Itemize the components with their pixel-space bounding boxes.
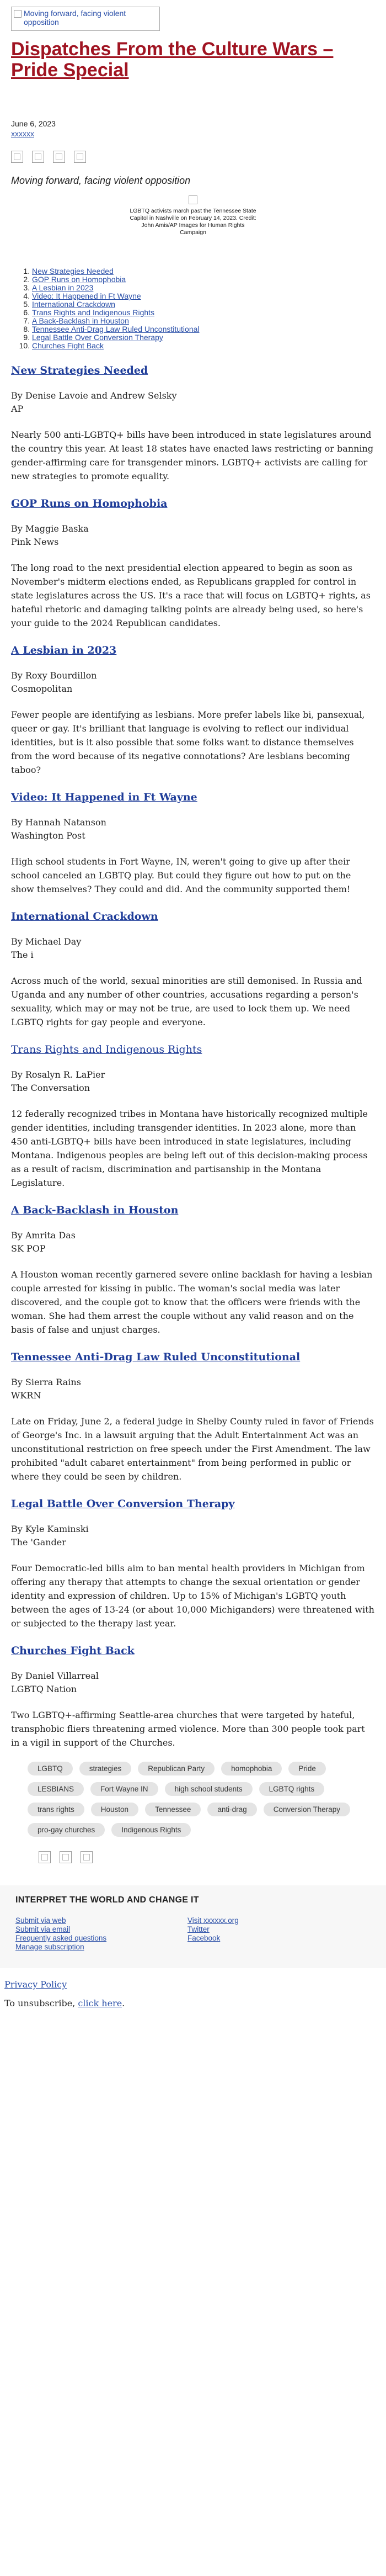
twitter-share-icon[interactable] xyxy=(60,1851,72,1863)
unsubscribe-link[interactable]: click here xyxy=(78,1998,122,2008)
article-section xyxy=(11,1042,375,1190)
article-title-link[interactable]: A Lesbian in 2023 xyxy=(11,644,117,656)
tag-chip[interactable]: Fort Wayne IN xyxy=(90,1782,158,1796)
tag-chip[interactable]: Pride xyxy=(288,1762,326,1775)
tag-chip[interactable]: Tennessee xyxy=(145,1803,201,1816)
logo-alt-text: Moving forward, facing violent opposition xyxy=(24,9,126,26)
unsubscribe-line: To unsubscribe, click here. xyxy=(4,1998,125,2008)
facebook-share-icon[interactable] xyxy=(11,151,23,163)
tag-chip[interactable]: trans rights xyxy=(28,1803,84,1816)
article-title-link[interactable]: Legal Battle Over Conversion Therapy xyxy=(11,1498,235,1510)
toc-link[interactable]: Video: It Happened in Ft Wayne xyxy=(32,291,141,300)
article-author: By Kyle Kaminski xyxy=(11,1524,89,1534)
article-section xyxy=(11,790,375,896)
footer xyxy=(0,1885,386,1968)
article-source: The i xyxy=(11,950,34,960)
toc-item xyxy=(32,292,375,300)
toc-item xyxy=(32,342,375,350)
footer-tagline: INTERPRET THE WORLD AND CHANGE IT xyxy=(15,1895,199,1905)
author-link[interactable]: xxxxxx xyxy=(11,129,34,138)
footer-link[interactable]: Frequently asked questions xyxy=(15,1934,107,1942)
article-body: 12 federally recognized tribes in Montana have historically recognized multiple gender identities, including transgender identities. In 2023 alone, more than 450 anti-LGBTQ+ bills have been introduced in state legislatures, including Montana. Indigenous peoples are being left out of this decision-making process as a result of racism, discrimination and partisanship in the Montana Legislature. xyxy=(11,1109,368,1188)
tag-chip[interactable]: LGBTQ xyxy=(28,1762,73,1775)
article-title-link[interactable]: International Crackdown xyxy=(11,910,158,923)
article-source: Pink News xyxy=(11,537,59,547)
article-source: Washington Post xyxy=(11,830,85,841)
bottom-social-row xyxy=(39,1851,375,1863)
broken-image-icon xyxy=(14,10,22,18)
tag-chip[interactable]: Houston xyxy=(91,1803,138,1816)
article-author: By Michael Day xyxy=(11,936,82,947)
toc-link[interactable]: International Crackdown xyxy=(32,300,115,309)
toc-item xyxy=(32,325,375,333)
hero-figure xyxy=(11,195,375,236)
footer-link[interactable]: Manage subscription xyxy=(15,1943,84,1951)
hero-image-placeholder-icon xyxy=(189,195,197,204)
page-title[interactable]: Dispatches From the Culture Wars – Pride Special xyxy=(11,39,334,81)
article-section xyxy=(11,1350,375,1483)
table-of-contents xyxy=(11,267,375,350)
tag-chip[interactable]: homophobia xyxy=(221,1762,282,1775)
tag-chip[interactable]: LESBIANS xyxy=(28,1782,84,1796)
footer-left-links xyxy=(15,1916,187,1952)
toc-link[interactable]: GOP Runs on Homophobia xyxy=(32,275,126,284)
tag-chip[interactable]: high school students xyxy=(165,1782,253,1796)
linkedin-share-icon[interactable] xyxy=(81,1851,93,1863)
article-author: By Amrita Das xyxy=(11,1230,76,1241)
tag-chip[interactable]: pro-gay churches xyxy=(28,1823,105,1837)
articles-list xyxy=(11,363,375,1750)
unsubscribe-prefix: To unsubscribe, xyxy=(4,1998,76,2008)
article-body: Four Democratic-led bills aim to ban mental health providers in Michigan from offering any therapy that attempts to change the sexual orientation or gender identity and expression of children. Up to 15% of Michigan's LGBTQ youth between the ages of 13-24 (or about 10,000 Michiganders) were threatened with or subjected to the therapy last year. xyxy=(11,1563,374,1629)
toc-item xyxy=(32,267,375,275)
tag-chip[interactable]: Indigenous Rights xyxy=(111,1823,191,1837)
tag-chip[interactable]: anti-drag xyxy=(207,1803,256,1816)
article-body: Fewer people are identifying as lesbians. More prefer labels like bi, pansexual, queer or gay. It's brilliant that language is evolving to reflect our individual identities, but is it also possible that some folks want to distance themselves from the word because of its negative connotations? Are lesbians becoming taboo? xyxy=(11,709,365,775)
article-author: By Daniel Villarreal xyxy=(11,1671,99,1681)
article-title-link[interactable]: GOP Runs on Homophobia xyxy=(11,497,168,510)
article-source: AP xyxy=(11,404,24,414)
article-author: By Maggie Baska xyxy=(11,523,89,534)
article-title-link[interactable]: Trans Rights and Indigenous Rights xyxy=(11,1043,202,1056)
privacy-policy-link[interactable]: Privacy Policy xyxy=(4,1979,67,1990)
toc-link[interactable]: A Back-Backlash in Houston xyxy=(32,316,129,325)
article-source: LGBTQ Nation xyxy=(11,1684,77,1694)
tag-list xyxy=(28,1762,358,1837)
toc-link[interactable]: A Lesbian in 2023 xyxy=(32,283,94,292)
footer-link[interactable]: Facebook xyxy=(187,1934,221,1942)
toc-link[interactable]: New Strategies Needed xyxy=(32,267,114,275)
article-body: A Houston woman recently garnered severe online backlash for having a lesbian couple arrested for kissing in public. The woman's social media was later discovered, and the couple got to know that the officers were friends with the woman. She had them arrest the couple without any valid reason and on the basis of false and unjust charges. xyxy=(11,1269,373,1335)
linkedin-share-icon[interactable] xyxy=(53,151,65,163)
newsletter-logo-image[interactable] xyxy=(11,7,160,31)
footer-link[interactable]: Visit xxxxxx.org xyxy=(187,1916,239,1925)
article-section xyxy=(11,909,375,1029)
article-body: Nearly 500 anti-LGBTQ+ bills have been introduced in state legislatures around the country this year. At least 18 states have enacted laws restricting or banning gender-affirming care for transgender minors. LGBTQ+ activists are calling for new strategies to promote equality. xyxy=(11,430,374,481)
article-title-link[interactable]: Tennessee Anti-Drag Law Ruled Unconstitutional xyxy=(11,1351,301,1363)
toc-item xyxy=(32,275,375,284)
article-section xyxy=(11,496,375,630)
toc-item xyxy=(32,300,375,309)
tag-chip[interactable]: strategies xyxy=(79,1762,132,1775)
article-body: Two LGBTQ+-affirming Seattle-area churches that were targeted by hateful, transphobic fliers threatening armed violence. More than 300 people took part in a vigil in support of the Churches. xyxy=(11,1710,365,1748)
article-body: The long road to the next presidential election appeared to begin as soon as November's midterm elections ended, as Republicans grappled for control in state legislatures across the US. It's a race that will focus on LGBTQ+ rights, as hateful rhetoric and damaging talking points are already being used, so here's your guide to the 2024 Republican candidates. xyxy=(11,563,371,628)
article-title-link[interactable]: Video: It Happened in Ft Wayne xyxy=(11,791,197,803)
article-section xyxy=(11,643,375,777)
article-body: Across much of the world, sexual minorities are still demonised. In Russia and Uganda and any number of other countries, accusations regarding a person's sexuality, which may or may not be true, are used to lock them up. We need LGBTQ rights for gay people and everyone. xyxy=(11,976,362,1027)
tag-chip[interactable]: LGBTQ rights xyxy=(259,1782,325,1796)
toc-link[interactable]: Trans Rights and Indigenous Rights xyxy=(32,308,155,317)
article-section xyxy=(11,1644,375,1750)
article-source: The Conversation xyxy=(11,1083,90,1093)
article-source: WKRN xyxy=(11,1390,41,1401)
newsletter-subtitle: Moving forward, facing violent opposition xyxy=(11,175,191,186)
article-title-link[interactable]: New Strategies Needed xyxy=(11,364,148,377)
toc-item xyxy=(32,317,375,325)
article-body: Late on Friday, June 2, a federal judge in Shelby County ruled in favor of Friends of George's Inc. in a lawsuit arguing that the Adult Entertainment Act was an unconstitutional restriction on free speech under the First Amendment. The law prohibited "adult cabaret entertainment" from being performed in public or where they could be seen by children. xyxy=(11,1416,374,1482)
article-title-link[interactable]: Churches Fight Back xyxy=(11,1645,135,1657)
social-share-row xyxy=(11,151,375,163)
article-source: SK POP xyxy=(11,1243,46,1254)
article-author: By Roxy Bourdillon xyxy=(11,670,97,681)
toc-link[interactable]: Tennessee Anti-Drag Law Ruled Unconstitutional xyxy=(32,325,200,333)
email-share-icon[interactable] xyxy=(74,151,86,163)
article-section xyxy=(11,363,375,483)
toc-item xyxy=(32,309,375,317)
twitter-share-icon[interactable] xyxy=(32,151,44,163)
legal-section xyxy=(0,1968,386,2010)
hero-caption: LGBTQ activists march past the Tennessee State Capitol in Nashville on February 14, 2023. Credit: John Amis/AP Images for Human Rights Campaign xyxy=(130,208,256,236)
toc-item xyxy=(32,333,375,342)
article-section xyxy=(11,1497,375,1630)
toc-link[interactable]: Churches Fight Back xyxy=(32,341,104,350)
article-body: High school students in Fort Wayne, IN, weren't going to give up after their school canceled an LGBTQ play. But could they figure out how to put on the show themselves? They could and did. And the community supported them! xyxy=(11,856,351,894)
footer-link[interactable]: Submit via email xyxy=(15,1925,71,1933)
footer-link[interactable]: Twitter xyxy=(187,1925,210,1933)
article-title-link[interactable]: A Back-Backlash in Houston xyxy=(11,1204,179,1216)
article-author: By Rosalyn R. LaPier xyxy=(11,1069,105,1080)
article-section xyxy=(11,1203,375,1337)
issue-date: June 6, 2023 xyxy=(11,119,56,128)
article-source: Cosmopolitan xyxy=(11,683,73,694)
tag-chip[interactable]: Conversion Therapy xyxy=(264,1803,350,1816)
tag-chip[interactable]: Republican Party xyxy=(138,1762,215,1775)
article-author: By Hannah Natanson xyxy=(11,817,106,828)
article-source: The 'Gander xyxy=(11,1537,66,1547)
footer-link[interactable]: Submit via web xyxy=(15,1916,66,1925)
footer-right-links xyxy=(187,1916,360,1952)
toc-link[interactable]: Legal Battle Over Conversion Therapy xyxy=(32,333,163,342)
article-author: By Sierra Rains xyxy=(11,1377,81,1387)
article-author: By Denise Lavoie and Andrew Selsky xyxy=(11,390,177,401)
toc-item xyxy=(32,284,375,292)
facebook-share-icon[interactable] xyxy=(39,1851,51,1863)
